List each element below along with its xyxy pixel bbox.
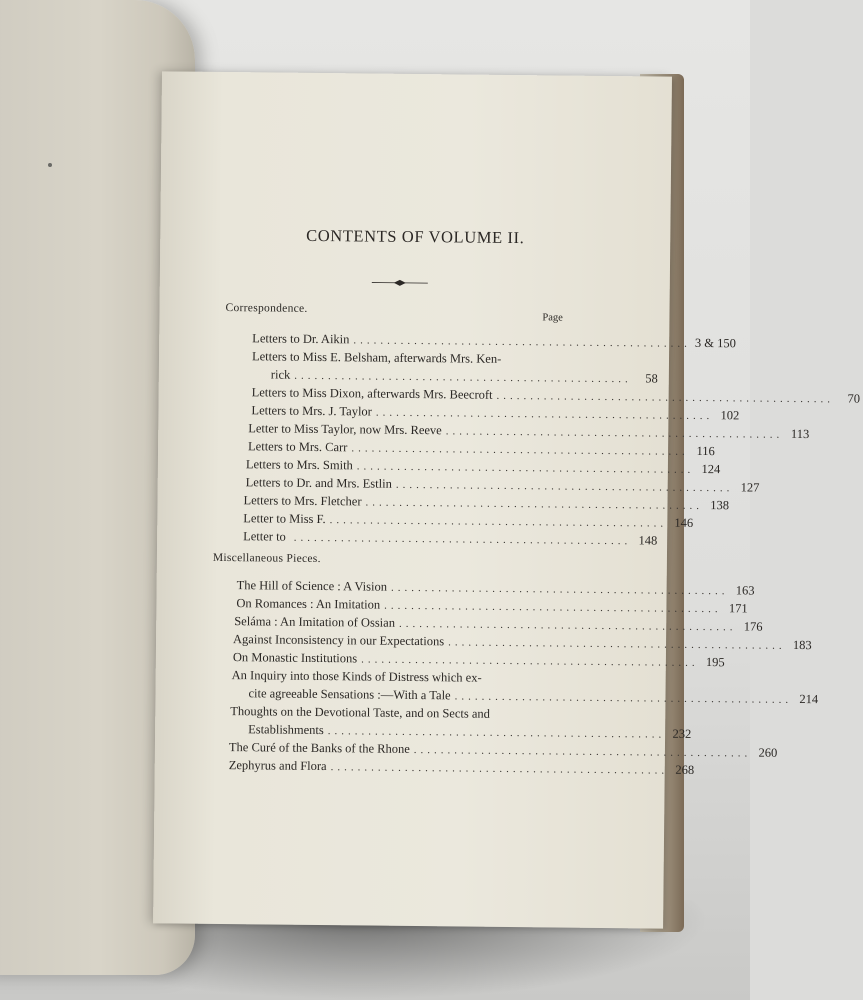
toc-entry-page: 171 [728, 601, 748, 616]
leader-dots: .................................................. [496, 389, 835, 406]
toc-entry-title: Letter to Miss Taylor, now Mrs. Reeve [248, 421, 442, 438]
toc-entry-page: 124 [701, 462, 721, 477]
toc-entry-page: 116 [696, 443, 715, 459]
toc-entry-title: Letters to Miss Dixon, afterwards Mrs. Beecroft [251, 385, 493, 402]
toc-entry-title: On Romances : An Imitation [236, 596, 381, 612]
toc-entry-title: Thoughts on the Devotional Taste, and on Sects and [230, 704, 491, 721]
leader-dots: .................................................. [330, 761, 669, 777]
toc-entry-title: Against Inconsistency in our Expectations [232, 632, 445, 649]
toc-entry-page: 268 [675, 762, 695, 777]
toc-entry-title: Letters to Mrs. J. Taylor [251, 403, 372, 419]
section-heading-correspondence: Correspondence. [225, 302, 308, 315]
toc-entry-title: Establishments [248, 722, 324, 738]
toc-entry-page: 195 [705, 655, 725, 670]
toc-entry-title: Zephyrus and Flora [228, 758, 327, 774]
leader-dots: .................................................. [454, 690, 793, 706]
toc-entry-page: 127 [740, 480, 760, 495]
toc-entry-title: On Monastic Institutions [232, 650, 358, 666]
leader-dots: .................................................. [365, 496, 704, 513]
contents-page [153, 71, 861, 928]
leader-dots: .................................................. [448, 636, 786, 652]
leader-dots: .................................................. [384, 599, 722, 616]
toc-entry-page: 232 [672, 726, 692, 741]
ornament-rule-icon [372, 279, 428, 288]
leader-dots: .................................................. [353, 334, 691, 350]
toc-entry-title: Letters to Miss E. Belsham, afterwards Mrs. Ken- [251, 349, 502, 366]
toc-entry-page: 148 [638, 533, 658, 548]
leader-dots: .................................................. [294, 369, 632, 386]
leader-dots: .................................................. [413, 744, 752, 760]
toc-entry-title: Letters to Dr. Aikin [252, 331, 350, 347]
toc-entry-title: Seláma : An Imitation of Ossian [234, 614, 396, 630]
leader-dots: .................................................. [356, 460, 695, 476]
leader-dots: .................................................. [398, 617, 737, 634]
leader-dots: .................................................. [327, 725, 666, 741]
leader-dots: .................................................. [390, 581, 729, 598]
toc-entry-title: Letters to Mrs. Fletcher [243, 493, 362, 509]
toc-entry-page: 176 [743, 619, 763, 634]
toc-entry-page: 260 [758, 745, 778, 760]
toc-entry-title: Letters to Mrs. Carr [248, 439, 348, 455]
leader-dots: .................................................. [375, 406, 714, 423]
toc-entry-title: Letter to Miss F. [243, 511, 326, 527]
toc-entry-page: 102 [720, 408, 740, 423]
page-speck [48, 163, 52, 167]
toc-entry-page: 113 [790, 426, 810, 442]
toc-entry-title: rick [270, 367, 291, 382]
toc-entry-page: 163 [735, 583, 755, 598]
toc-entry-title: Letters to Dr. and Mrs. Estlin [245, 475, 392, 491]
page-title: CONTENTS OF VOLUME II. [306, 225, 525, 248]
leader-dots: .................................................. [361, 653, 699, 669]
toc-entry-page: 70 [847, 391, 861, 406]
leader-dots: .................................................. [445, 425, 784, 441]
toc-entry-page: 214 [799, 692, 819, 707]
toc-entry-page: 58 [645, 371, 658, 386]
toc-entry-page: 138 [710, 498, 730, 513]
leader-dots: .................................................. [293, 531, 632, 548]
toc-entry[interactable] [243, 527, 658, 548]
toc-entry-title: Letters to Mrs. Smith [245, 457, 353, 473]
page-column-label: Page [542, 312, 563, 324]
toc-entry[interactable] [228, 756, 695, 778]
toc-entry-title: The Curé of the Banks of the Rhone [228, 740, 410, 756]
section-heading-miscellaneous: Miscellaneous Pieces. [212, 551, 321, 566]
toc-entry-page: 3 & 150 [694, 335, 736, 351]
leader-dots: .................................................. [395, 478, 734, 495]
leader-dots: .................................................. [329, 514, 668, 530]
toc-entry-title: An Inquiry into those Kinds of Distress which ex- [231, 668, 482, 685]
toc-entry-title: cite agreeable Sensations :—With a Tale [248, 686, 451, 703]
toc-entry-page: 183 [792, 637, 812, 653]
toc-entry-title: The Hill of Science : A Vision [236, 578, 388, 594]
toc-entry-title: Letter to [243, 529, 286, 544]
toc-entry-page: 146 [674, 515, 694, 530]
leader-dots: .................................................. [351, 442, 689, 458]
